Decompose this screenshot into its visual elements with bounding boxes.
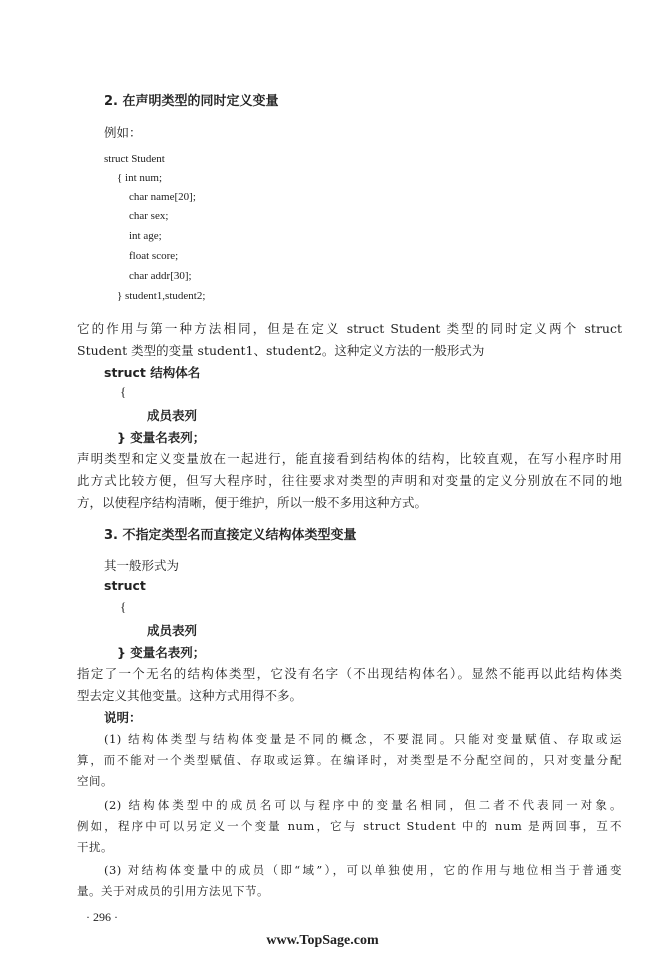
note-line: (1) 结构体类型与结构体变量是不同的概念，不要混同。只能对变量赋值、存取或运 bbox=[104, 732, 622, 746]
code-line: char sex; bbox=[129, 210, 169, 222]
note-line: (3) 对结构体变量中的成员（即“域”），可以单独使用，它的作用与地位相当于普通变 bbox=[104, 863, 622, 877]
paragraph-line: 此方式比较方便，但写大程序时，往往要求对类型的声明和对变量的定义分别放在不同的地 bbox=[77, 473, 622, 488]
code-line: char name[20]; bbox=[129, 191, 196, 203]
form-members: 成员表列 bbox=[147, 623, 198, 638]
form-struct-line: struct bbox=[104, 578, 146, 593]
form-struct-line: struct 结构体名 bbox=[104, 365, 201, 380]
form-close-line: } 变量名表列； bbox=[117, 430, 206, 445]
section-heading-3: 3. 不指定类型名而直接定义结构体类型变量 bbox=[104, 528, 357, 543]
paragraph-line: 它的作用与第一种方法相同，但是在定义 struct Student 类型的同时定义两个 struct bbox=[77, 321, 622, 336]
paragraph-line: 方，以使程序结构清晰，便于维护，所以一般不多用这种方式。 bbox=[77, 495, 428, 510]
section-heading-2: 2. 在声明类型的同时定义变量 bbox=[104, 94, 279, 109]
note-line: 量。关于对成员的引用方法见下节。 bbox=[77, 884, 269, 898]
code-line: float score; bbox=[129, 250, 179, 262]
paragraph-line: 指定了一个无名的结构体类型，它没有名字（不出现结构体名）。显然不能再以此结构体类 bbox=[77, 666, 622, 681]
code-line: char addr[30]; bbox=[129, 270, 192, 282]
note-line: 例如，程序中可以另定义一个变量 num，它与 struct Student 中的 num 是两回事，互不 bbox=[77, 819, 622, 833]
form-open-brace: { bbox=[120, 384, 127, 399]
paragraph-line: 声明类型和定义变量放在一起进行，能直接看到结构体的结构，比较直观，在写小程序时用 bbox=[77, 451, 622, 466]
note-line: 算，而不能对一个类型赋值、存取或运算。在编译时，对类型是不分配空间的，只对变量分配 bbox=[77, 753, 622, 767]
notes-title: 说明： bbox=[104, 710, 142, 725]
note-line: 空间。 bbox=[77, 774, 113, 788]
code-line: { int num; bbox=[117, 172, 163, 184]
paragraph-line: 型去定义其他变量。这种方式用得不多。 bbox=[77, 688, 303, 703]
form-open-brace: { bbox=[120, 599, 127, 614]
note-line: 干扰。 bbox=[77, 840, 113, 854]
intro-text: 其一般形式为 bbox=[104, 558, 180, 573]
note-line: (2) 结构体类型中的成员名可以与程序中的变量名相同，但二者不代表同一对象。 bbox=[104, 798, 622, 812]
code-line: } student1,student2; bbox=[117, 290, 206, 302]
form-members: 成员表列 bbox=[147, 408, 198, 423]
example-label: 例如： bbox=[104, 125, 142, 140]
form-close-line: } 变量名表列； bbox=[117, 645, 206, 660]
page-number: · 296 · bbox=[86, 910, 118, 924]
code-line: int age; bbox=[129, 230, 162, 242]
paragraph-line: Student 类型的变量 student1、student2。这种定义方法的一般形式为 bbox=[77, 343, 485, 358]
code-line: struct Student bbox=[104, 153, 165, 165]
footer-url[interactable]: www.TopSage.com bbox=[266, 933, 379, 948]
